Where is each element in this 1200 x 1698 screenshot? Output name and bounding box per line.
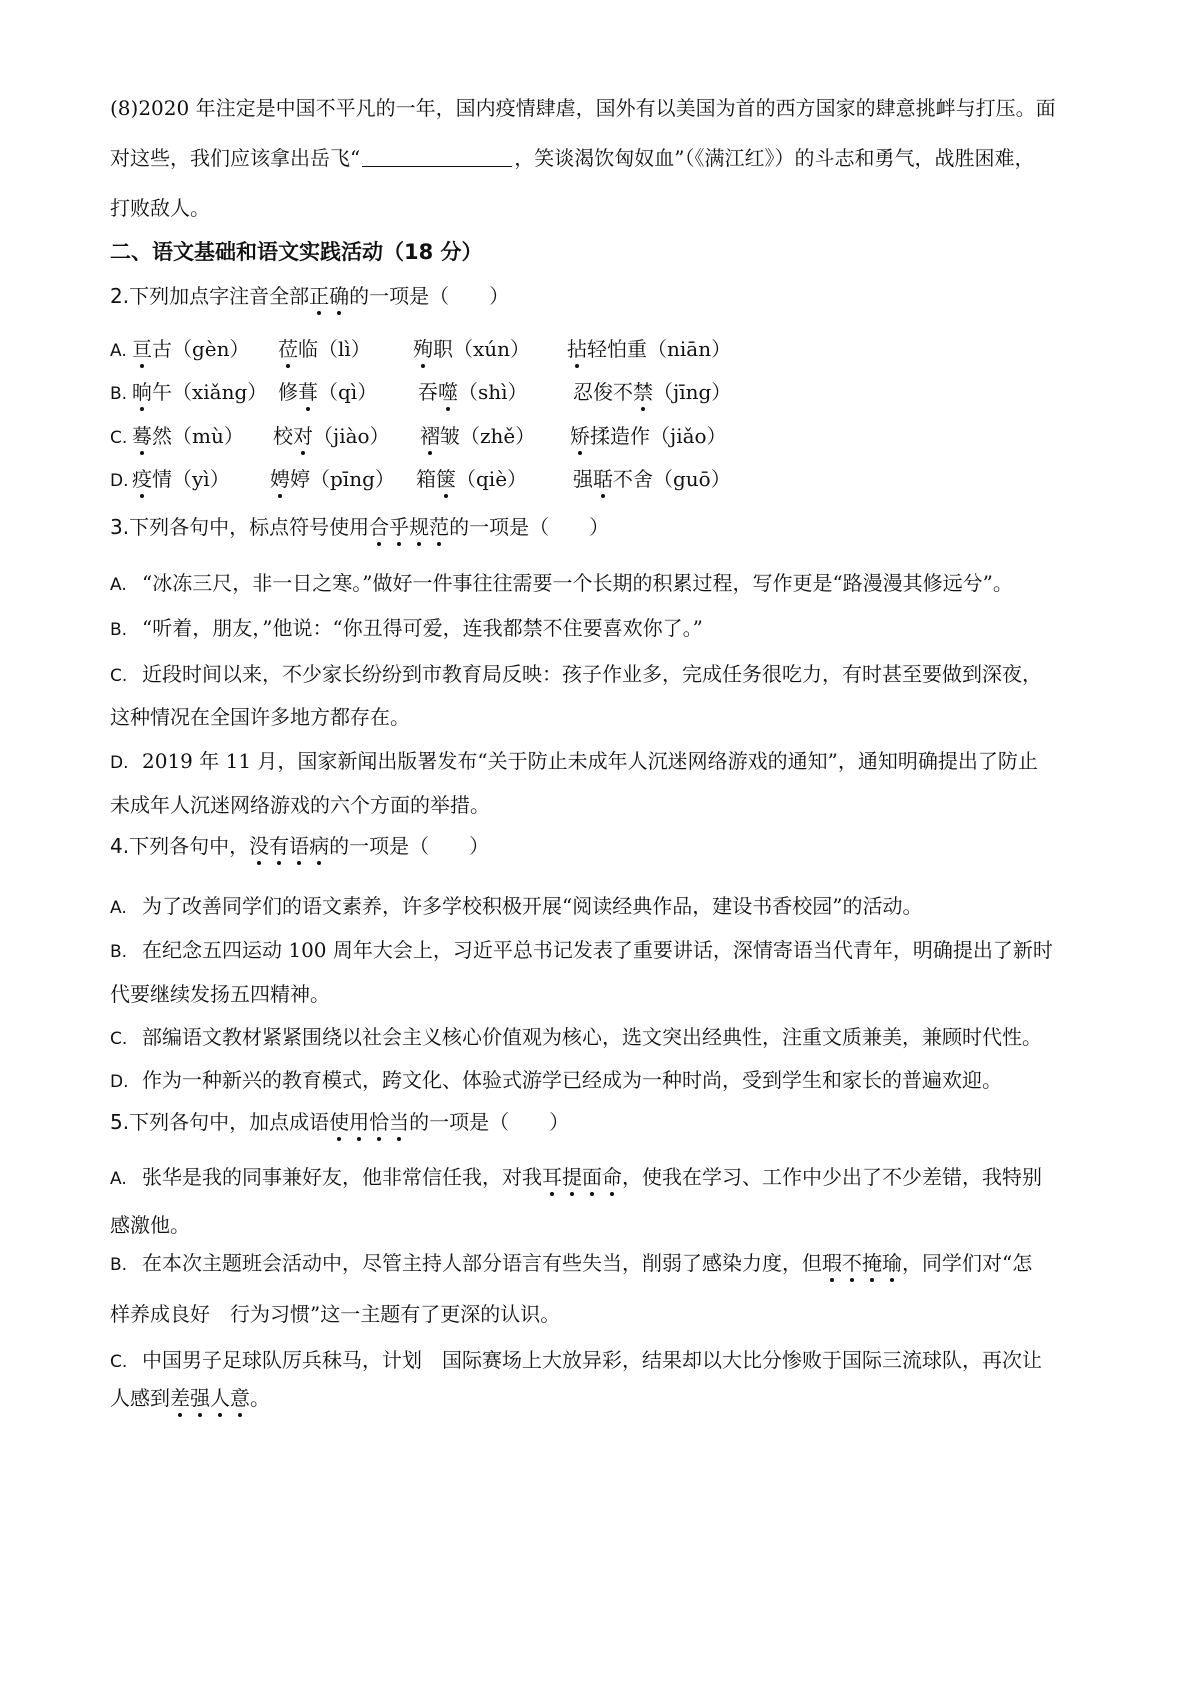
- q3-option-C-cont: 这种情况在全国许多地方都存在。: [110, 705, 410, 729]
- option-text: 2019 年 11 月，国家新闻出版署发布“关于防止未成年人沉迷网络游戏的通知”，通知明确提出了防止: [142, 749, 1038, 773]
- option-text: 在本次主题班会活动中，尽管主持人部分语言有些失当，削弱了感染力度，但: [142, 1251, 822, 1275]
- option-item: 吞噬（shì）: [418, 380, 528, 404]
- option-item: 强聒不舍（guō）: [573, 467, 731, 491]
- q3-option-D-cont: 未成年人沉迷网络游戏的六个方面的举措。: [110, 793, 490, 817]
- question-number: 2.: [110, 284, 130, 308]
- q8-text-after-blank: ，笑谈渴饮匈奴血”（《满江红》）的斗志和勇气，战胜困难，: [514, 146, 1035, 170]
- option-label: A.: [110, 341, 127, 361]
- q8-text-before-blank: 对这些，我们应该拿出岳飞“: [110, 146, 361, 170]
- stem-text: 下列各句中，加点成语: [129, 1110, 330, 1134]
- stem-text: 下列各句中，: [129, 834, 250, 858]
- q4-option-B: [110, 935, 1053, 967]
- question-4-stem: [110, 831, 489, 861]
- option-item: 蓦然（mù）: [132, 424, 244, 448]
- option-text: 为了改善同学们的语文素养，许多学校积极开展“阅读经典作品，建设书香校园”的活动。: [142, 894, 923, 918]
- q2-option-A: [110, 334, 1100, 364]
- q8-line-3: 打败敌人。: [110, 196, 210, 220]
- fill-in-blank[interactable]: [362, 144, 512, 167]
- q2-option-B: [110, 377, 1100, 407]
- option-text: “冰冻三尺，非一日之寒。”做好一件事往往需要一个长期的积累过程，写作更是“路漫漫其修远兮”。: [142, 571, 1013, 595]
- option-label: C.: [110, 1029, 128, 1049]
- option-label: C.: [110, 1352, 128, 1372]
- q5-option-A: [110, 1162, 1042, 1194]
- option-label: A.: [110, 1169, 127, 1189]
- emphasis-dotted-text: 差强人意: [170, 1386, 250, 1410]
- q3-option-B: [110, 613, 703, 645]
- question-3-stem: [110, 512, 609, 542]
- q8-line-1: (8)2020 年注定是中国不平凡的一年，国内疫情肆虐，国外有以美国为首的西方国家的肆意挑衅与打压。面: [110, 96, 1056, 120]
- option-label: B.: [110, 1255, 128, 1275]
- option-text: 。: [250, 1386, 270, 1410]
- q2-option-C: [110, 421, 1100, 451]
- stem-text: 下列加点字注音全部: [129, 284, 310, 308]
- emphasis-dotted-text: 正确: [309, 284, 350, 308]
- option-text: 作为一种新兴的教育模式，跨文化、体验式游学已经成为一种时尚，受到学生和家长的普遍欢迎。: [142, 1068, 1002, 1092]
- q4-option-D: [110, 1065, 1002, 1097]
- emphasis-dotted-text: 瑕不掩瑜: [822, 1251, 902, 1275]
- option-text: ，使我在学习、工作中少出了不少差错，我特别: [622, 1165, 1042, 1189]
- q4-option-A: [110, 891, 922, 923]
- emphasis-dotted-text: 耳提面命: [542, 1165, 622, 1189]
- option-item: 褶皱（zhě）: [420, 424, 536, 448]
- question-5-stem: [110, 1107, 569, 1137]
- q3-option-A: [110, 568, 1013, 600]
- option-text: 张华是我的同事兼好友，他非常信任我，对我: [142, 1165, 542, 1189]
- option-label: C.: [110, 428, 128, 448]
- option-item: 忍俊不禁（jīng）: [573, 380, 732, 404]
- option-item: 疫情（yì）: [132, 467, 230, 491]
- option-label: D.: [110, 1072, 129, 1092]
- option-text: 部编语文教材紧紧围绕以社会主义核心价值观为核心，选文突出经典性，注重文质兼美，兼顾时代性。: [142, 1025, 1042, 1049]
- stem-text: 的一项是（ ）: [349, 284, 510, 308]
- q3-option-D: [110, 746, 1038, 778]
- q8-line-2: [110, 143, 1034, 173]
- option-text: ，同学们对“怎: [902, 1251, 1033, 1275]
- option-label: D.: [110, 471, 129, 491]
- emphasis-dotted-text: 使用恰当: [329, 1110, 410, 1134]
- q5-option-C-cont: [110, 1383, 270, 1413]
- option-item: 矫揉造作（jiǎo）: [570, 424, 727, 448]
- option-item: 殉职（xún）: [413, 337, 531, 361]
- q4-option-C: [110, 1022, 1042, 1054]
- option-label: C.: [110, 666, 128, 686]
- option-item: 箱箧（qiè）: [416, 467, 528, 491]
- q4-option-B-cont: 代要继续发扬五四精神。: [110, 982, 330, 1006]
- option-label: B.: [110, 384, 128, 404]
- option-text: 人感到: [110, 1386, 170, 1410]
- option-item: 拈轻怕重（niān）: [567, 337, 732, 361]
- option-text: “听着，朋友，”他说：“你丑得可爱，连我都禁不住要喜欢你了。”: [142, 616, 703, 640]
- question-number: 5.: [110, 1110, 130, 1134]
- section-heading: 二、语文基础和语文实践活动（18 分）: [110, 240, 483, 264]
- emphasis-dotted-text: 合乎规范: [369, 515, 450, 539]
- q5-option-B: [110, 1248, 1032, 1280]
- stem-text: 下列各句中，标点符号使用: [129, 515, 370, 539]
- option-label: D.: [110, 753, 129, 773]
- q3-option-C: [110, 659, 1042, 691]
- q5-option-C: [110, 1345, 1042, 1377]
- option-text: 中国男子足球队厉兵秣马，计划 国际赛场上大放异彩，结果却以大比分惨败于国际三流球队，再次让: [142, 1348, 1042, 1372]
- option-item: 晌午（xiǎng）: [132, 380, 268, 404]
- q2-option-D: [110, 464, 1100, 494]
- option-item: 亘古（gèn）: [132, 337, 250, 361]
- stem-text: 的一项是（ ）: [409, 1110, 570, 1134]
- option-label: A.: [110, 898, 127, 918]
- option-text: 在纪念五四运动 100 周年大会上，习近平总书记发表了重要讲话，深情寄语当代青年，明确提出了新时: [142, 938, 1053, 962]
- stem-text: 的一项是（ ）: [449, 515, 610, 539]
- emphasis-dotted-text: 没有语病: [249, 834, 330, 858]
- question-2-stem: [110, 281, 509, 311]
- option-item: 校对（jiào）: [273, 424, 390, 448]
- option-text: 近段时间以来，不少家长纷纷到市教育局反映：孩子作业多，完成任务很吃力，有时甚至要做到深夜，: [142, 662, 1042, 686]
- stem-text: 的一项是（ ）: [329, 834, 490, 858]
- option-item: 莅临（lì）: [278, 337, 371, 361]
- option-item: 娉婷（pīng）: [270, 467, 395, 491]
- option-label: A.: [110, 575, 127, 595]
- option-label: B.: [110, 942, 128, 962]
- option-item: 修葺（qì）: [278, 380, 378, 404]
- option-label: B.: [110, 620, 128, 640]
- q5-option-A-cont: 感激他。: [110, 1213, 190, 1237]
- q5-option-B-cont: 样养成良好 行为习惯”这一主题有了更深的认识。: [110, 1302, 561, 1326]
- question-number: 3.: [110, 515, 130, 539]
- question-number: 4.: [110, 834, 130, 858]
